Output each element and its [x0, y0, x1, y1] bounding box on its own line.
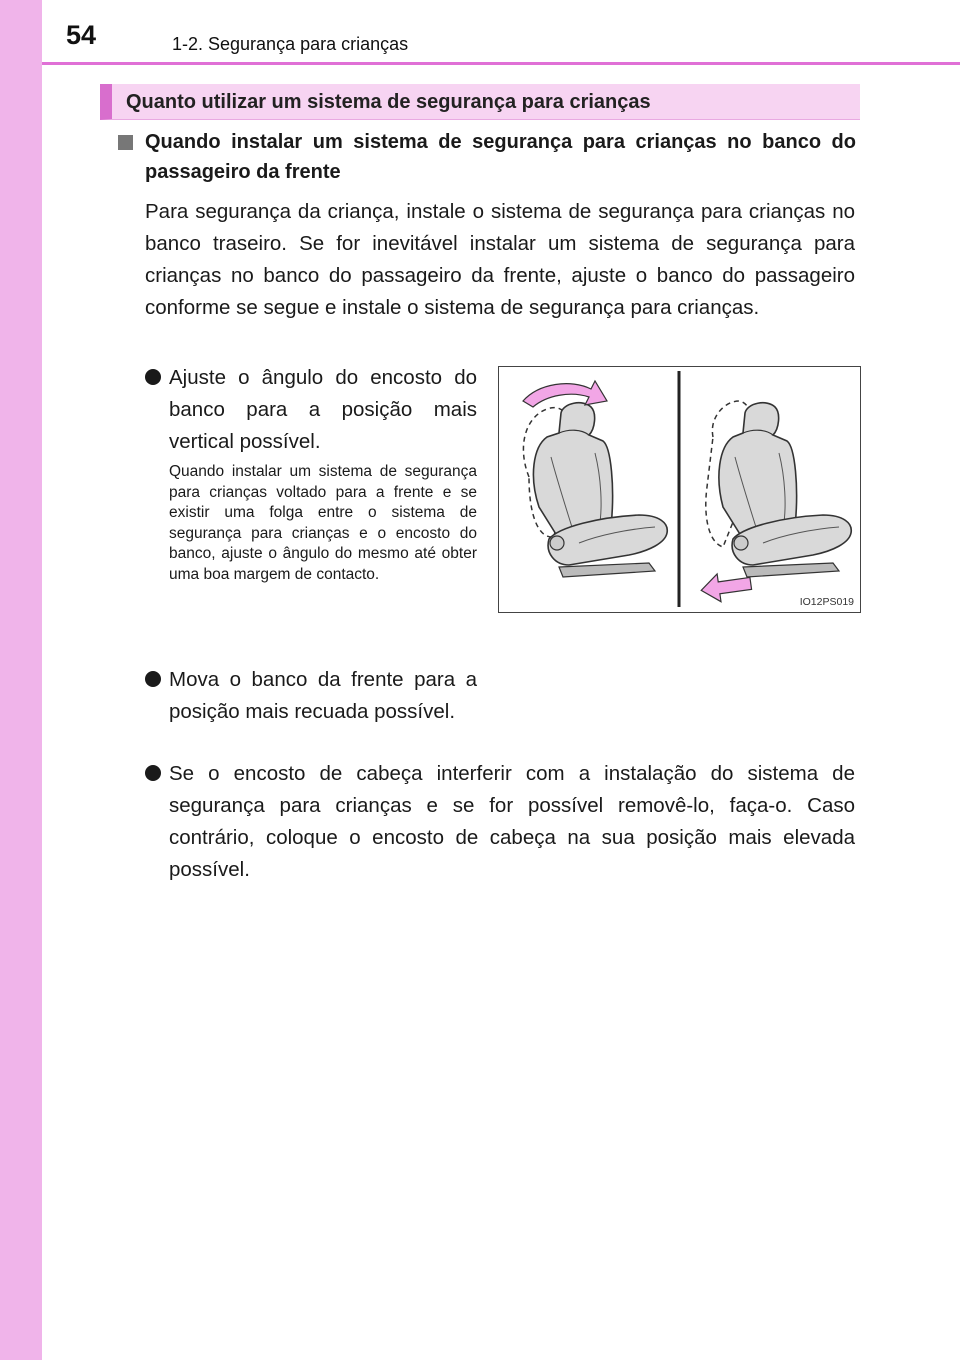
chapter-title: 1-2. Segurança para crianças: [172, 34, 409, 54]
bullet-dot-icon: [145, 765, 161, 781]
bullet-text: Ajuste o ângulo do encosto do banco para a posição mais vertical possível.: [169, 366, 477, 453]
bullet-item: [145, 664, 477, 728]
bullet-dot-icon: [145, 369, 161, 385]
bullet-text: Mova o banco da frente para a posição mais recuada possível.: [169, 668, 477, 723]
bullet-dot-icon: [145, 671, 161, 687]
figure-code: IO12PS019: [799, 596, 854, 608]
seat-illustration: [499, 367, 862, 614]
intro-paragraph: Para segurança da criança, instale o sistema de segurança para crianças no banco traseiro. Se for inevitável instalar um sistema de segurança para crianças no banco do passageiro da frente, ajuste o banco do passageiro conforme se segue e instale o sistema de segurança para crianças.: [145, 200, 855, 319]
square-bullet-icon: [118, 135, 133, 150]
note-text: Quando instalar um sistema de segurança para crianças voltado para a frente e se existir uma folga entre o sistema de segurança para crianças e o encosto do banco, ajuste o ângulo do mesmo até obter uma boa margem de contacto.: [169, 463, 477, 583]
right-seat-icon: [699, 401, 851, 604]
subsection-heading-block: [118, 127, 856, 187]
side-color-band: [0, 0, 42, 1360]
header-divider: [42, 62, 960, 65]
page-number: 54: [66, 20, 97, 50]
seat-adjustment-figure: [498, 366, 861, 613]
left-seat-icon: [523, 381, 667, 577]
bullet-item: [145, 758, 855, 886]
bullet-text: Se o encosto de cabeça interferir com a instalação do sistema de segurança para crianças e se for possível removê-lo, faça-o. Caso contrário, coloque o encosto de cabeça na sua posição mais elevada possível.: [169, 762, 855, 881]
bullet-item: [145, 362, 477, 458]
section-heading: Quanto utilizar um sistema de segurança para crianças: [100, 84, 860, 120]
subsection-heading: Quando instalar um sistema de segurança para crianças no banco do passageiro da frente: [145, 131, 856, 183]
